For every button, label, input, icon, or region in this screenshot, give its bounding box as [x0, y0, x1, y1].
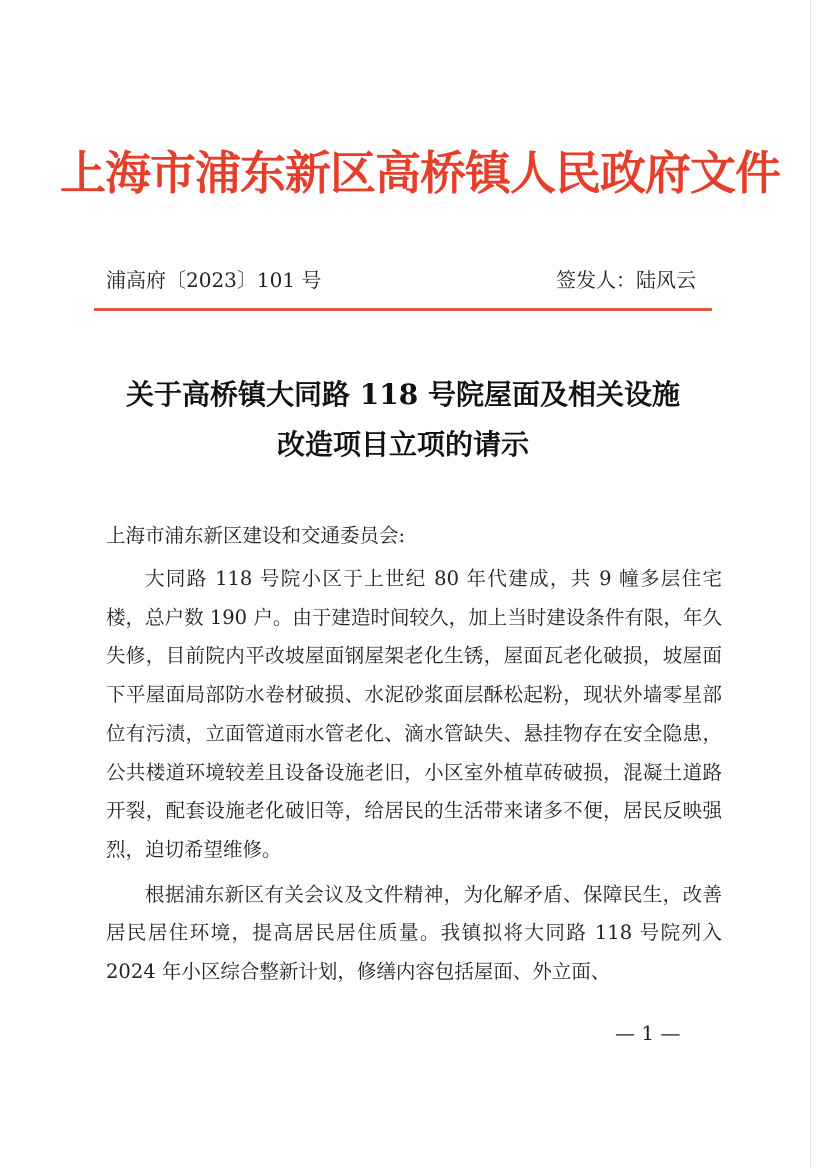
body-paragraph: 大同路 118 号院小区于上世纪 80 年代建成，共 9 幢多层住宅楼，总户数 190 户。由于建造时间较久，加上当时建设条件有限，年久失修，目前院内平改坡屋面钢屋架老化生锈，屋面瓦老化破损，坡屋面下平屋面局部防水卷材破损、水泥砂浆面层酥松起粉，现状外墙零星部位有污渍，立面管道雨水管老化、滴水管缺失、悬挂物存在安全隐患，公共楼道环境较差且设备设施老旧，小区室外植草砖破损，混凝土道路开裂，配套设施老化破旧等，给居民的生活带来诸多不便，居民反映强烈，迫切希望维修。	[106, 567, 722, 861]
document-body	[106, 560, 722, 992]
document-number: 浦高府〔2023〕101 号	[106, 268, 322, 292]
document-title-line-2: 改造项目立项的请示	[276, 428, 529, 461]
body-paragraph: 根据浦东新区有关会议及文件精神，为化解矛盾、保障民生，改善居民居住环境，提高居民居住质量。我镇拟将大同路 118 号院列入 2024 年小区综合整新计划，修缮内容包括屋面、外立面、	[106, 882, 722, 984]
document-title	[94, 370, 712, 470]
addressee: 上海市浦东新区建设和交通委员会:	[106, 524, 406, 547]
issuing-authority-header: 上海市浦东新区高桥镇人民政府文件	[60, 146, 780, 200]
document-title-line-1: 关于高桥镇大同路 118 号院屋面及相关设施	[126, 378, 680, 411]
page-number: — 1 —	[615, 1021, 681, 1045]
red-separator-line	[94, 308, 712, 311]
signer: 签发人：陆风云	[556, 268, 696, 292]
page-edge-line	[810, 0, 811, 1168]
